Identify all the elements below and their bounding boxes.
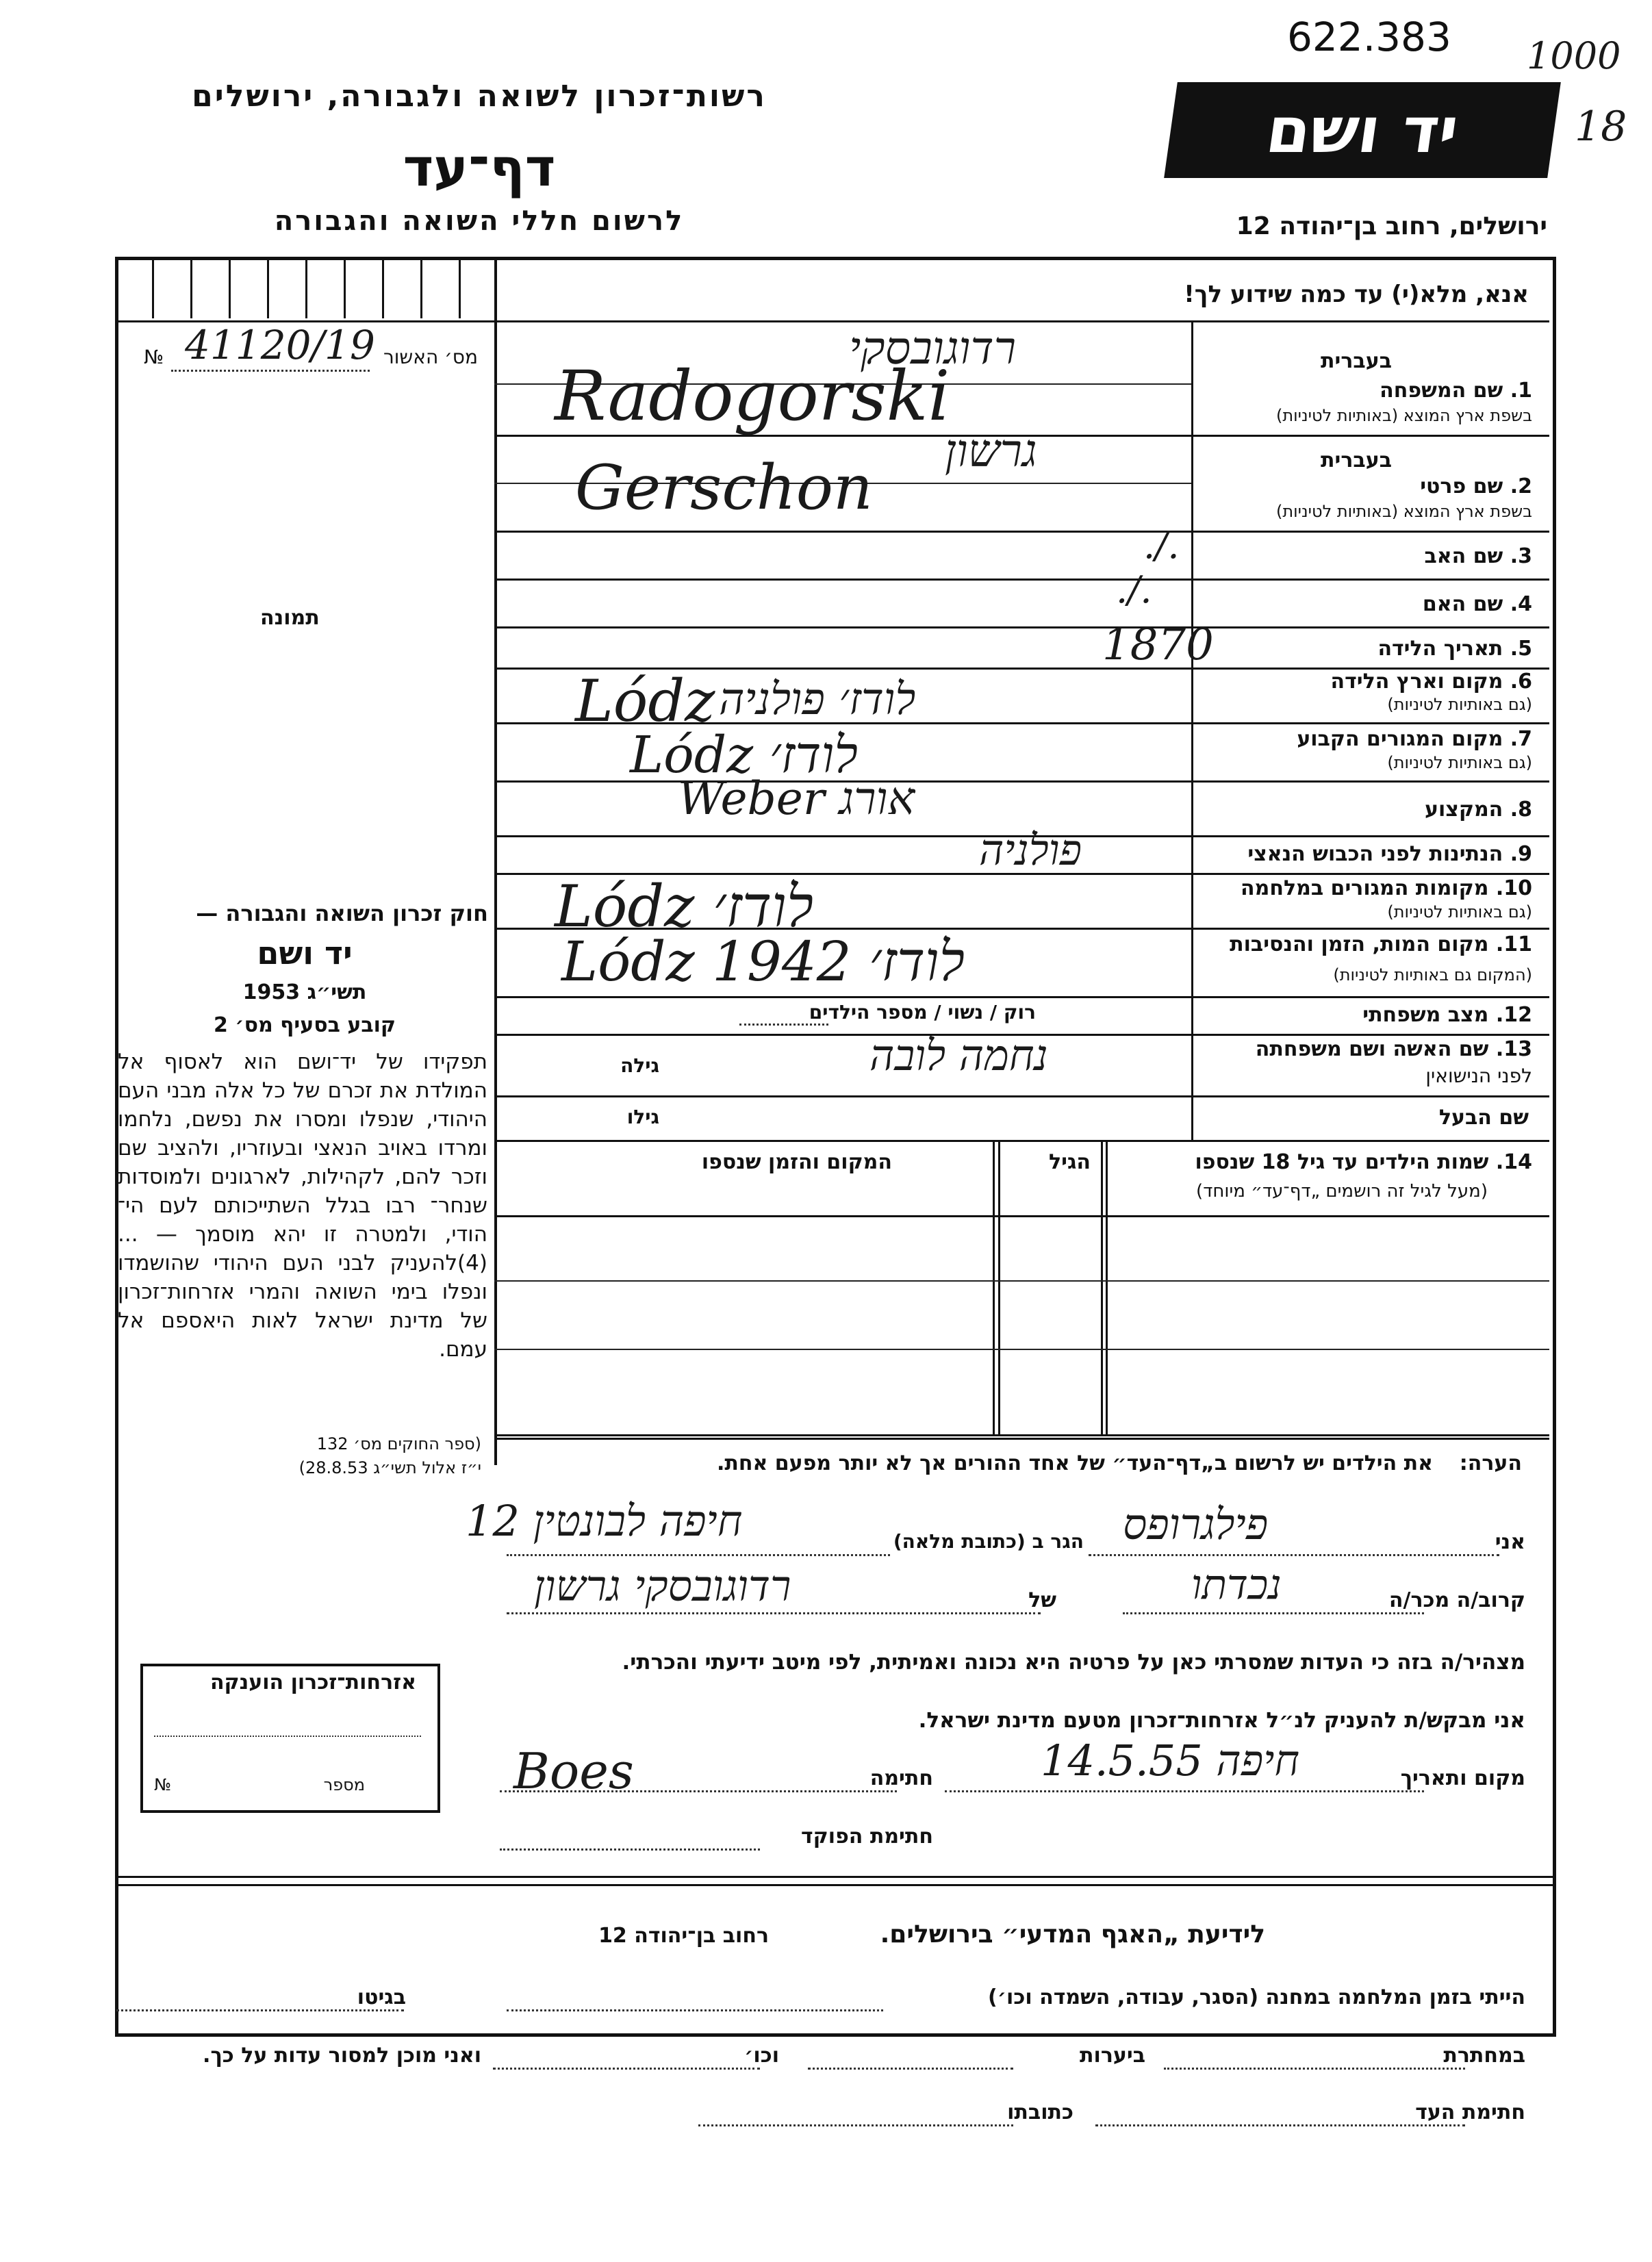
left-column-divider (494, 260, 497, 1465)
declarant-line (1089, 1554, 1499, 1556)
field-1-hebrew-label: בעברית (1321, 349, 1392, 373)
field-6-value-hebrew[interactable]: לודז׳ פולניה (719, 674, 916, 725)
field-4-label: 4. שם האם (1422, 592, 1532, 616)
residing-label: הגר ב (כתובת מלאה) (893, 1530, 1084, 1553)
declarant-address[interactable]: חיפה לבונטין 12 (466, 1496, 743, 1546)
label-column-divider (1191, 320, 1193, 1142)
law-name: יד ושם (257, 935, 353, 971)
children-row-line (494, 1349, 1549, 1350)
authority-line: רשות־זכרון לשואה ולגבורה, ירושלים (192, 79, 767, 114)
footer-line2-start: במחתרת (1443, 2044, 1525, 2068)
field-6-sub: (גם באותיות לטיניות) (1387, 695, 1532, 714)
children-bottom-line (494, 1434, 1549, 1436)
children-label: 14. שמות הילדים עד גיל 18 שנספו (1195, 1150, 1532, 1174)
field-1-value-hebrew[interactable]: רדוגובסקי (849, 322, 1017, 374)
relative-label: קרוב/ה מכר/ה (1388, 1588, 1525, 1612)
footer-line2-mid: ביערות (1080, 2044, 1145, 2068)
i-label: אני (1495, 1530, 1525, 1554)
official-signature-label: חתימת הפוקד (801, 1825, 933, 1848)
place-date-value[interactable]: חיפה 14.5.55 (1041, 1736, 1300, 1786)
address: ירושלים, רחוב בן־יהודה 12 (1236, 212, 1547, 240)
approval-number[interactable]: 41120/19 (185, 322, 375, 368)
children-col-age: הגיל (1049, 1150, 1091, 1174)
field-2-value-latin[interactable]: Gerschon (575, 452, 873, 524)
footer-heading: לידיעת „האגף המדעי״ בירושלים. (880, 1920, 1265, 1948)
relative-name[interactable]: רדוגובסקי גרשון (534, 1561, 791, 1611)
field-2-value-hebrew[interactable]: גרשון (945, 424, 1037, 477)
approval-no-symbol: № (144, 346, 164, 368)
footer-heading-address: רחוב בן־יהודה 12 (598, 1924, 769, 1948)
request: אני מבקש/ת להעניק לנ״ל אזרחות־זכרון מטעם מדינת ישראל. (918, 1708, 1525, 1733)
signature[interactable]: Boes (513, 1742, 634, 1800)
footer-line1-dots (507, 2009, 883, 2011)
field-10-sub: (גם באותיות לטיניות) (1387, 902, 1532, 922)
field-2-hebrew-label: בעברית (1321, 448, 1392, 472)
citizenship-line-1 (154, 1736, 421, 1737)
children-col-place: המקום והזמן שנספו (701, 1150, 892, 1174)
children-sub: (מעל לגיל זה רושמים „דף־עד״ מיוחד) (1196, 1181, 1488, 1202)
statement: מצהיר/ה בזה כי העדות שמסרתי כאן על פרטיה היא נכונה ואמיתית, לפי מיטב ידיעתי והכרתי. (622, 1650, 1525, 1675)
field-8-value[interactable]: Weber אורג (678, 772, 915, 825)
husband-age-label: גילו (626, 1106, 659, 1128)
field-2-label: 2. שם פרטי (1420, 474, 1532, 498)
relation-line (1123, 1612, 1424, 1614)
field-4-value[interactable]: ./. (1116, 568, 1152, 611)
footer-line3-start: חתימת העד (1415, 2100, 1525, 2124)
footer-line2-end: ואני מוכן למסור עדות על כך. (203, 2044, 481, 2068)
children-top-line (494, 1140, 1549, 1142)
field-6-label: 6. מקום וארץ הלידה (1330, 670, 1532, 694)
field-11-label: 11. מקום המות, הזמן והנסיבות (1230, 932, 1532, 956)
footer-line3-dots-2 (698, 2124, 1013, 2126)
field-1-sub: בשפת ארץ המוצא (באותיות לטיניות) (1276, 406, 1532, 425)
footer-separator-1 (115, 1876, 1553, 1878)
field-2-sub: בשפת ארץ המוצא (באותיות לטיניות) (1276, 502, 1532, 521)
field-12-label: 12. מצב משפחתי (1362, 1003, 1532, 1027)
law-ref-1: (ספר החוקים מס׳ 132 (316, 1434, 481, 1453)
field-12-options: רוק / נשוי / מספר הילדים (809, 1001, 1036, 1024)
footer-line1-start: הייתי בזמן המלחמה במחנה (הסגר, עבודה, השמדה וכו׳) (988, 1985, 1525, 2009)
citizenship-no-symbol: № (154, 1775, 171, 1794)
page-subtitle: לרשום חללי השואה והגבורה (274, 205, 685, 237)
margin-note-2: 18 (1575, 103, 1627, 151)
place-date-line (945, 1790, 1424, 1792)
relative-name-line (507, 1612, 1041, 1614)
children-col-divider-2 (1106, 1140, 1108, 1434)
law-clause: קובע בסעיף מס׳ 2 (213, 1013, 396, 1037)
field-3-label: 3. שם האב (1424, 544, 1532, 568)
field-1-value-latin[interactable]: Radogorski (555, 356, 950, 436)
field-9-value[interactable]: פולניה (979, 825, 1082, 875)
field-12-dotted-line (739, 1024, 828, 1026)
field-8-label: 8. המקצוע (1425, 798, 1532, 822)
official-signature-line (500, 1848, 760, 1851)
approval-dotted-line (171, 370, 370, 372)
law-title: חוק זכרון השואה והגבורה — (196, 900, 488, 926)
footer-line1-end: בגיטו (357, 1985, 406, 2009)
citizenship-box-title: אזרחות־זכרון הוענקה (209, 1670, 416, 1694)
declaration-top-line (494, 1438, 1549, 1440)
footer-line2-dots-1 (1164, 2068, 1465, 2070)
field-10-value[interactable]: Lódz לודז׳ (555, 873, 814, 940)
husband-label: שם הבעל (1438, 1106, 1529, 1130)
field-7-value[interactable]: Lódz לודז׳ (630, 726, 859, 785)
place-date-label: מקום ותאריך (1400, 1766, 1525, 1790)
field-3-value[interactable]: ./. (1143, 524, 1180, 567)
footer-line1-dots-2 (116, 2009, 404, 2011)
footer-line2-dots-3 (493, 2068, 760, 2070)
file-number: 622.383 (1287, 14, 1451, 60)
note-text: את הילדים יש לרשום ב„דף־העד״ של אחד ההורים אך לא יותר מפעם אחת. (716, 1451, 1433, 1475)
approval-label: מס׳ האשור (383, 346, 478, 368)
children-col-divider-3 (998, 1140, 1000, 1434)
margin-note-1: 1000 (1527, 34, 1621, 77)
field-10-label: 10. מקומות המגורים במלחמה (1241, 876, 1532, 900)
field-1-label: 1. שם המשפחה (1380, 379, 1532, 403)
photo-label: תמונה (260, 606, 320, 630)
instruction-text: אנא, מלא(י) עד כמה שידוע לך! (1184, 281, 1529, 308)
children-header-line (494, 1215, 1549, 1217)
footer-line3-mid: כתובתו (1007, 2100, 1073, 2124)
children-col-divider-4 (1101, 1140, 1103, 1434)
field-9-label: 9. הנתינות לפני הכבוש הנאצי (1247, 842, 1532, 866)
field-11-sub: (המקום גם באותיות לטיניות) (1333, 965, 1532, 984)
logo-text: יד ושם (1262, 93, 1463, 167)
address-line (507, 1554, 890, 1556)
children-col-divider-1 (993, 1140, 995, 1434)
page-title: דף־עד (403, 137, 556, 198)
field-13-sub: לפני הנישואין (1425, 1065, 1532, 1087)
field-13-age-label: גילה (620, 1054, 659, 1077)
note-label: הערה: (1459, 1451, 1522, 1475)
field-5-label: 5. תאריך הלידה (1377, 637, 1532, 661)
yad-vashem-logo (1164, 82, 1561, 178)
footer-line3-dots-1 (1095, 2124, 1465, 2126)
divider (494, 320, 1549, 322)
field-11-value[interactable]: Lódz לודז׳ 1942 (561, 930, 965, 993)
footer-separator-2 (115, 1884, 1553, 1886)
field-13-value[interactable]: נחמה לובה (869, 1030, 1048, 1080)
field-13-label: 13. שם האשה ושם משפחתה (1255, 1037, 1532, 1061)
law-text: תפקידו של יד־ושם הוא לאסוף אל המולדת את זכרם של כל אלה מבני העם היהודי, שנפלו ומסרו את נפשם, נלחמו ומרדו באויב הנאצי ובעוזריו, ולהציב שם וזכר להם, לקהילות, לארגונים ולמוסדות שנחר־ רבו בגלל השתייכותם לעם הי־ הודי, ולמטרה זו יהא מוסמך — ...(4)להעניק לבני העם היהודי שהושמדו ונפלו בימי השואה והמרי אזרחות־זכרון של מדינת ישראל לאות היאספם אל עמם. (118, 1050, 487, 1362)
citizenship-number-label: מספר (323, 1775, 365, 1794)
relation-value[interactable]: נכדתו (1191, 1561, 1282, 1609)
law-ref-2: י״ז אלול תשי״ג 28.8.53) (298, 1458, 481, 1477)
children-row-line (494, 1280, 1549, 1282)
of-label: של (1028, 1588, 1056, 1612)
field-6-value-latin[interactable]: Lódz (575, 668, 715, 735)
field-5-value[interactable]: 1870 (1102, 620, 1214, 670)
footer-line2-dots-2 (808, 2068, 1013, 2070)
field-7-label: 7. מקום המגורים הקבוע (1297, 727, 1532, 751)
declarant-name[interactable]: פילגרופס (1123, 1499, 1269, 1549)
signature-label: חתימה (869, 1766, 933, 1790)
footer-line2-mid2: וכו׳ (744, 2044, 779, 2068)
field-7-sub: (גם באותיות לטיניות) (1387, 753, 1532, 772)
law-year: תשי״ג 1953 (242, 980, 367, 1004)
